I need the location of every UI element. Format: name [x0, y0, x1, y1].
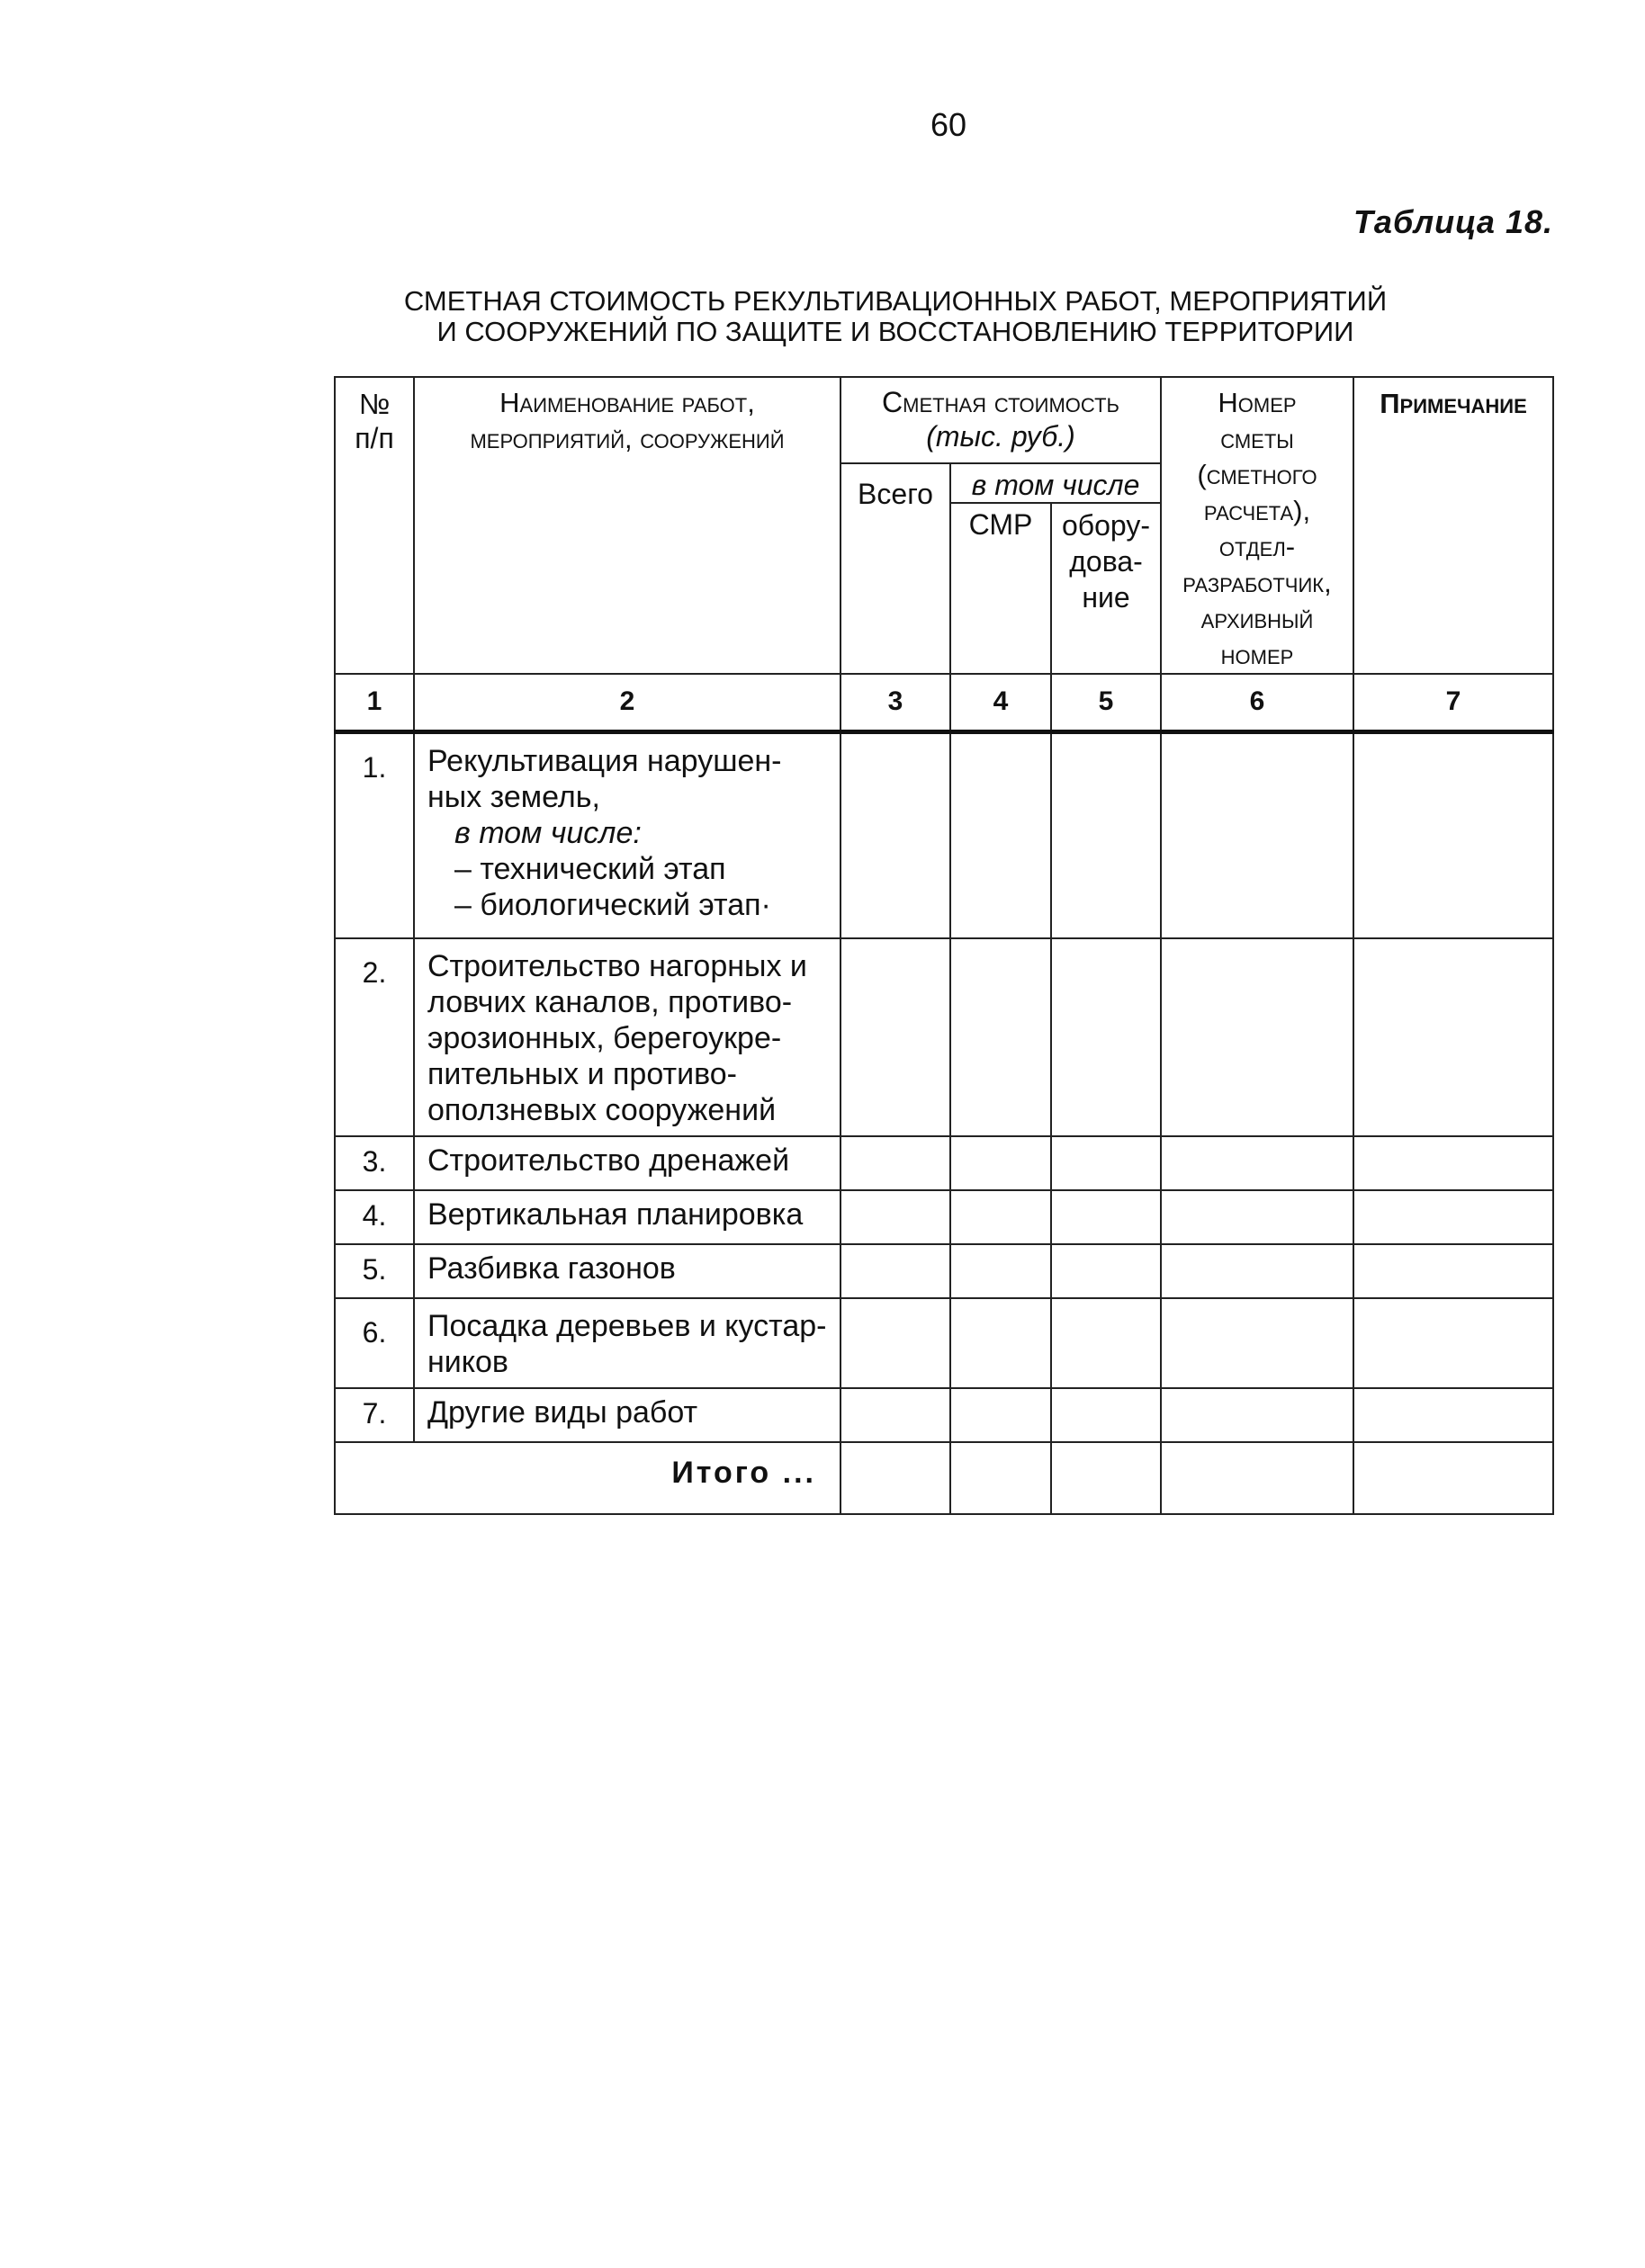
row-sub-item: – биологический этап·	[454, 887, 771, 922]
row-number: 4.	[335, 1190, 414, 1244]
cell-note	[1353, 1190, 1553, 1244]
row-number: 3.	[335, 1136, 414, 1190]
row-name-line: оползневых сооружений	[427, 1093, 777, 1127]
column-index: 5	[1051, 674, 1161, 731]
row-number: 7.	[335, 1388, 414, 1442]
cell-smr	[950, 1244, 1051, 1298]
column-index: 3	[840, 674, 950, 731]
header-estimate-line: сметы	[1220, 423, 1294, 454]
column-index: 4	[950, 674, 1051, 731]
cell-note	[1353, 1298, 1553, 1388]
table-row	[335, 1190, 1553, 1244]
row-name: Строительство дренажей	[414, 1136, 840, 1190]
header-including: в том числе	[950, 463, 1161, 503]
header-cost	[840, 377, 1161, 463]
row-including-label: в том числе:	[454, 815, 642, 850]
estimate-table	[334, 376, 1554, 1515]
row-number: 2.	[335, 938, 414, 1136]
header-estimate-line: Номер	[1218, 387, 1297, 418]
row-name	[414, 731, 840, 938]
table-row	[335, 1136, 1553, 1190]
row-name: Другие виды работ	[414, 1388, 840, 1442]
cell-smr	[950, 1442, 1051, 1514]
row-name	[414, 938, 840, 1136]
cell-smr	[950, 1136, 1051, 1190]
header-number	[335, 377, 414, 674]
cell-equipment	[1051, 1136, 1161, 1190]
column-index: 2	[414, 674, 840, 731]
cell-estimate	[1161, 1190, 1353, 1244]
cell-estimate	[1161, 731, 1353, 938]
table-row	[335, 938, 1553, 1136]
cell-total	[840, 1442, 950, 1514]
header-name-line: мероприятий, сооружений	[470, 423, 785, 454]
header-cost-unit: (тыс. руб.)	[926, 420, 1075, 453]
header-estimate-line: отдел-	[1218, 531, 1296, 562]
cell-equipment	[1051, 1298, 1161, 1388]
title-line: И СООРУЖЕНИЙ ПО ЗАЩИТЕ И ВОССТАНОВЛЕНИЮ ТЕРРИТОРИИ	[436, 316, 1354, 347]
header-total: Всего	[840, 463, 950, 674]
cell-smr	[950, 938, 1051, 1136]
row-name: Разбивка газонов	[414, 1244, 840, 1298]
cell-smr	[950, 1298, 1051, 1388]
header-note: Примечание	[1353, 377, 1553, 674]
row-name-line: ников	[427, 1345, 508, 1379]
cell-estimate	[1161, 1298, 1353, 1388]
cell-equipment	[1051, 1244, 1161, 1298]
header-equipment-line: обору-	[1061, 509, 1150, 542]
header-smr: СМР	[950, 503, 1051, 674]
cell-smr	[950, 1190, 1051, 1244]
row-number: 6.	[335, 1298, 414, 1388]
cell-equipment	[1051, 938, 1161, 1136]
header-name	[414, 377, 840, 674]
cell-total	[840, 1136, 950, 1190]
cell-estimate	[1161, 1244, 1353, 1298]
row-name-line: эрозионных, берегоукре-	[427, 1021, 782, 1055]
row-name-line: ловчих каналов, противо-	[427, 985, 793, 1019]
title-line: СМЕТНАЯ СТОИМОСТЬ РЕКУЛЬТИВАЦИОННЫХ РАБОТ, МЕРОПРИЯТИЙ	[403, 285, 1388, 317]
header-number-line: №	[358, 388, 391, 420]
cell-equipment	[1051, 1388, 1161, 1442]
row-name	[414, 1298, 840, 1388]
header-estimate-line: номер	[1220, 639, 1294, 670]
cell-smr	[950, 1388, 1051, 1442]
cell-note	[1353, 1388, 1553, 1442]
cell-equipment	[1051, 1190, 1161, 1244]
cell-total	[840, 731, 950, 938]
column-index: 6	[1161, 674, 1353, 731]
cell-total	[840, 1244, 950, 1298]
header-equipment-line: ние	[1082, 581, 1130, 614]
column-index: 1	[335, 674, 414, 731]
header-equipment	[1051, 503, 1161, 674]
table-label: Таблица 18.	[1353, 203, 1553, 240]
header-row	[335, 377, 1553, 463]
row-name-line: ных земель,	[427, 779, 600, 814]
row-name-line: Рекультивация нарушен-	[427, 743, 782, 778]
header-equipment-line: дова-	[1069, 545, 1143, 578]
header-estimate-line: (сметного	[1197, 459, 1317, 490]
total-row	[335, 1442, 1553, 1514]
cell-estimate	[1161, 1442, 1353, 1514]
cell-note	[1353, 1244, 1553, 1298]
header-estimate-line: расчета),	[1203, 495, 1311, 526]
row-number: 5.	[335, 1244, 414, 1298]
cell-equipment	[1051, 731, 1161, 938]
row-name-line: Посадка деревьев и кустар-	[427, 1309, 827, 1343]
cell-note	[1353, 1442, 1553, 1514]
cell-total	[840, 1298, 950, 1388]
cell-estimate	[1161, 1388, 1353, 1442]
document-title	[360, 286, 1431, 347]
row-name-line: Строительство нагорных и	[427, 949, 807, 983]
cell-total	[840, 938, 950, 1136]
cell-estimate	[1161, 1136, 1353, 1190]
table-row	[335, 1298, 1553, 1388]
header-cost-label: Сметная стоимость	[882, 386, 1119, 418]
cell-estimate	[1161, 938, 1353, 1136]
row-name-line: пительных и противо-	[427, 1057, 737, 1091]
cell-note	[1353, 731, 1553, 938]
header-number-line: п/п	[355, 422, 394, 454]
row-sub-item: – технический этап	[454, 851, 726, 886]
row-number: 1.	[335, 731, 414, 938]
cell-note	[1353, 1136, 1553, 1190]
page-number: 60	[930, 106, 967, 143]
table-row	[335, 731, 1553, 938]
header-estimate-line: разработчик,	[1182, 567, 1332, 598]
total-label: Итого ...	[335, 1442, 840, 1514]
column-index: 7	[1353, 674, 1553, 731]
cell-note	[1353, 938, 1553, 1136]
header-estimate-line: архивный	[1200, 603, 1314, 634]
header-estimate	[1161, 377, 1353, 674]
cell-total	[840, 1190, 950, 1244]
cell-smr	[950, 731, 1051, 938]
table-row	[335, 1388, 1553, 1442]
column-index-row	[335, 674, 1553, 731]
table-row	[335, 1244, 1553, 1298]
cell-total	[840, 1388, 950, 1442]
row-name: Вертикальная планировка	[414, 1190, 840, 1244]
header-name-line: Наименование работ,	[499, 387, 755, 418]
cell-equipment	[1051, 1442, 1161, 1514]
